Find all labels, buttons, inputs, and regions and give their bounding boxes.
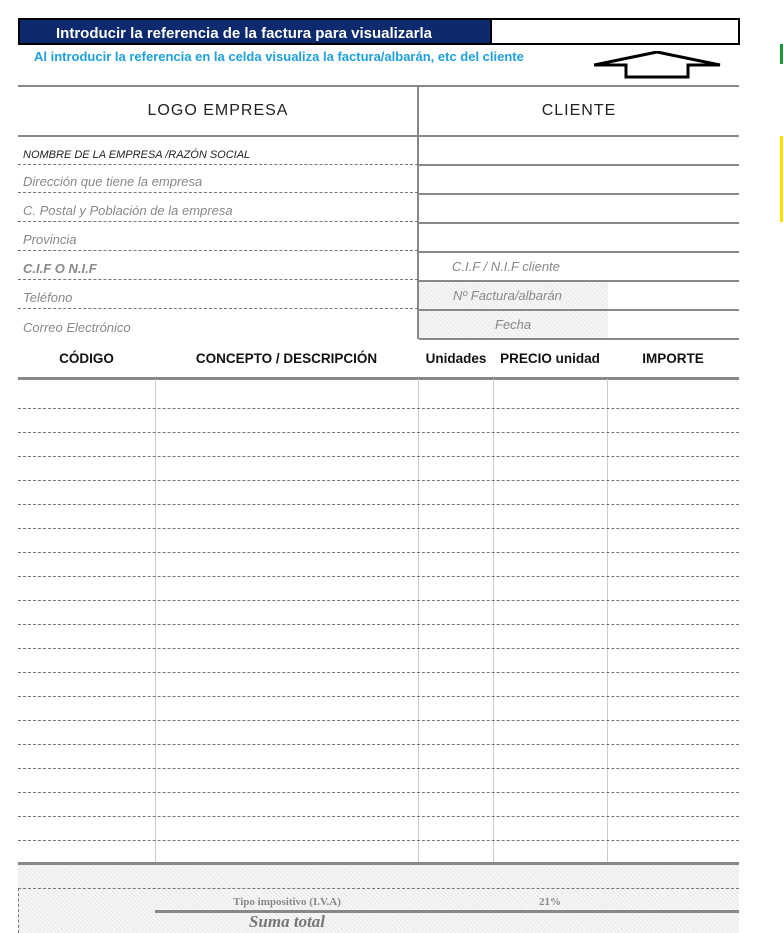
line-item-row[interactable] bbox=[18, 696, 739, 697]
sum-total-label: Suma total bbox=[248, 912, 326, 931]
line-item-row[interactable] bbox=[18, 552, 739, 553]
line-item-row[interactable] bbox=[18, 672, 739, 673]
reference-input[interactable] bbox=[492, 18, 740, 45]
company-email-field[interactable] bbox=[18, 310, 418, 338]
line-item-row[interactable] bbox=[18, 624, 739, 625]
client-field[interactable] bbox=[419, 224, 739, 253]
company-cif-field[interactable] bbox=[18, 252, 418, 280]
company-province-field[interactable] bbox=[18, 223, 418, 251]
column-separator bbox=[607, 379, 608, 863]
company-name-field[interactable] bbox=[18, 137, 418, 165]
column-separator bbox=[418, 379, 419, 863]
line-item-row[interactable] bbox=[18, 768, 739, 769]
line-item-row[interactable] bbox=[18, 576, 739, 577]
divider bbox=[18, 862, 739, 865]
date-row bbox=[419, 311, 739, 340]
line-item-row[interactable] bbox=[18, 720, 739, 721]
column-header-code: CÓDIGO bbox=[59, 351, 114, 366]
line-item-row[interactable] bbox=[18, 792, 739, 793]
column-header-unit-price: PRECIO unidad bbox=[500, 351, 600, 366]
reference-hint: Al introducir la referencia en la celda visualiza la factura/albarán, etc del cliente bbox=[34, 49, 524, 64]
line-item-row[interactable] bbox=[18, 408, 739, 409]
company-postal-label: C. Postal y Población de la empresa bbox=[23, 203, 233, 218]
line-item-row[interactable] bbox=[18, 432, 739, 433]
column-separator bbox=[493, 379, 494, 863]
client-field[interactable] bbox=[419, 195, 739, 224]
line-item-row[interactable] bbox=[18, 504, 739, 505]
iva-value[interactable]: 21% bbox=[539, 896, 561, 908]
client-field[interactable] bbox=[419, 137, 739, 166]
divider bbox=[18, 377, 739, 380]
up-arrow-icon bbox=[594, 51, 724, 79]
company-province-label: Provincia bbox=[23, 232, 77, 247]
column-header-amount: IMPORTE bbox=[642, 351, 704, 366]
client-title: CLIENTE bbox=[541, 102, 617, 119]
client-cif-field[interactable] bbox=[419, 253, 739, 282]
column-header-units: Unidades bbox=[425, 351, 487, 366]
line-item-row[interactable] bbox=[18, 816, 739, 817]
company-cif-label: C.I.F O N.I.F bbox=[23, 261, 97, 276]
line-item-row[interactable] bbox=[18, 480, 739, 481]
reference-instruction: Introducir la referencia de la factura para visualizarla bbox=[18, 18, 492, 45]
company-address-field[interactable] bbox=[18, 165, 418, 193]
company-phone-label: Teléfono bbox=[23, 290, 73, 305]
company-email-label: Correo Electrónico bbox=[23, 320, 131, 335]
line-item-row[interactable] bbox=[18, 648, 739, 649]
invoice-number-cell[interactable] bbox=[419, 282, 608, 309]
line-item-row[interactable] bbox=[18, 840, 739, 841]
client-field[interactable] bbox=[419, 166, 739, 195]
company-name-label: NOMBRE DE LA EMPRESA /RAZÓN SOCIAL bbox=[23, 149, 251, 161]
line-item-row[interactable] bbox=[18, 528, 739, 529]
line-item-row[interactable] bbox=[18, 600, 739, 601]
company-logo-placeholder: LOGO EMPRESA bbox=[147, 102, 289, 119]
column-separator bbox=[155, 379, 156, 863]
client-cif-label: C.I.F / N.I.F cliente bbox=[452, 259, 560, 274]
iva-label: Tipo impositivo (I.V.A) bbox=[233, 896, 341, 908]
company-phone-field[interactable] bbox=[18, 281, 418, 309]
invoice-number-row bbox=[419, 282, 739, 311]
company-postal-field[interactable] bbox=[18, 194, 418, 222]
invoice-number-label: Nº Factura/albarán bbox=[453, 288, 562, 303]
line-item-row[interactable] bbox=[18, 744, 739, 745]
date-label: Fecha bbox=[495, 317, 532, 332]
date-cell[interactable] bbox=[419, 311, 608, 338]
divider bbox=[18, 888, 739, 889]
line-item-row[interactable] bbox=[18, 456, 739, 457]
column-header-description: CONCEPTO / DESCRIPCIÓN bbox=[195, 351, 378, 366]
divider bbox=[18, 888, 19, 933]
company-address-label: Dirección que tiene la empresa bbox=[23, 174, 203, 189]
